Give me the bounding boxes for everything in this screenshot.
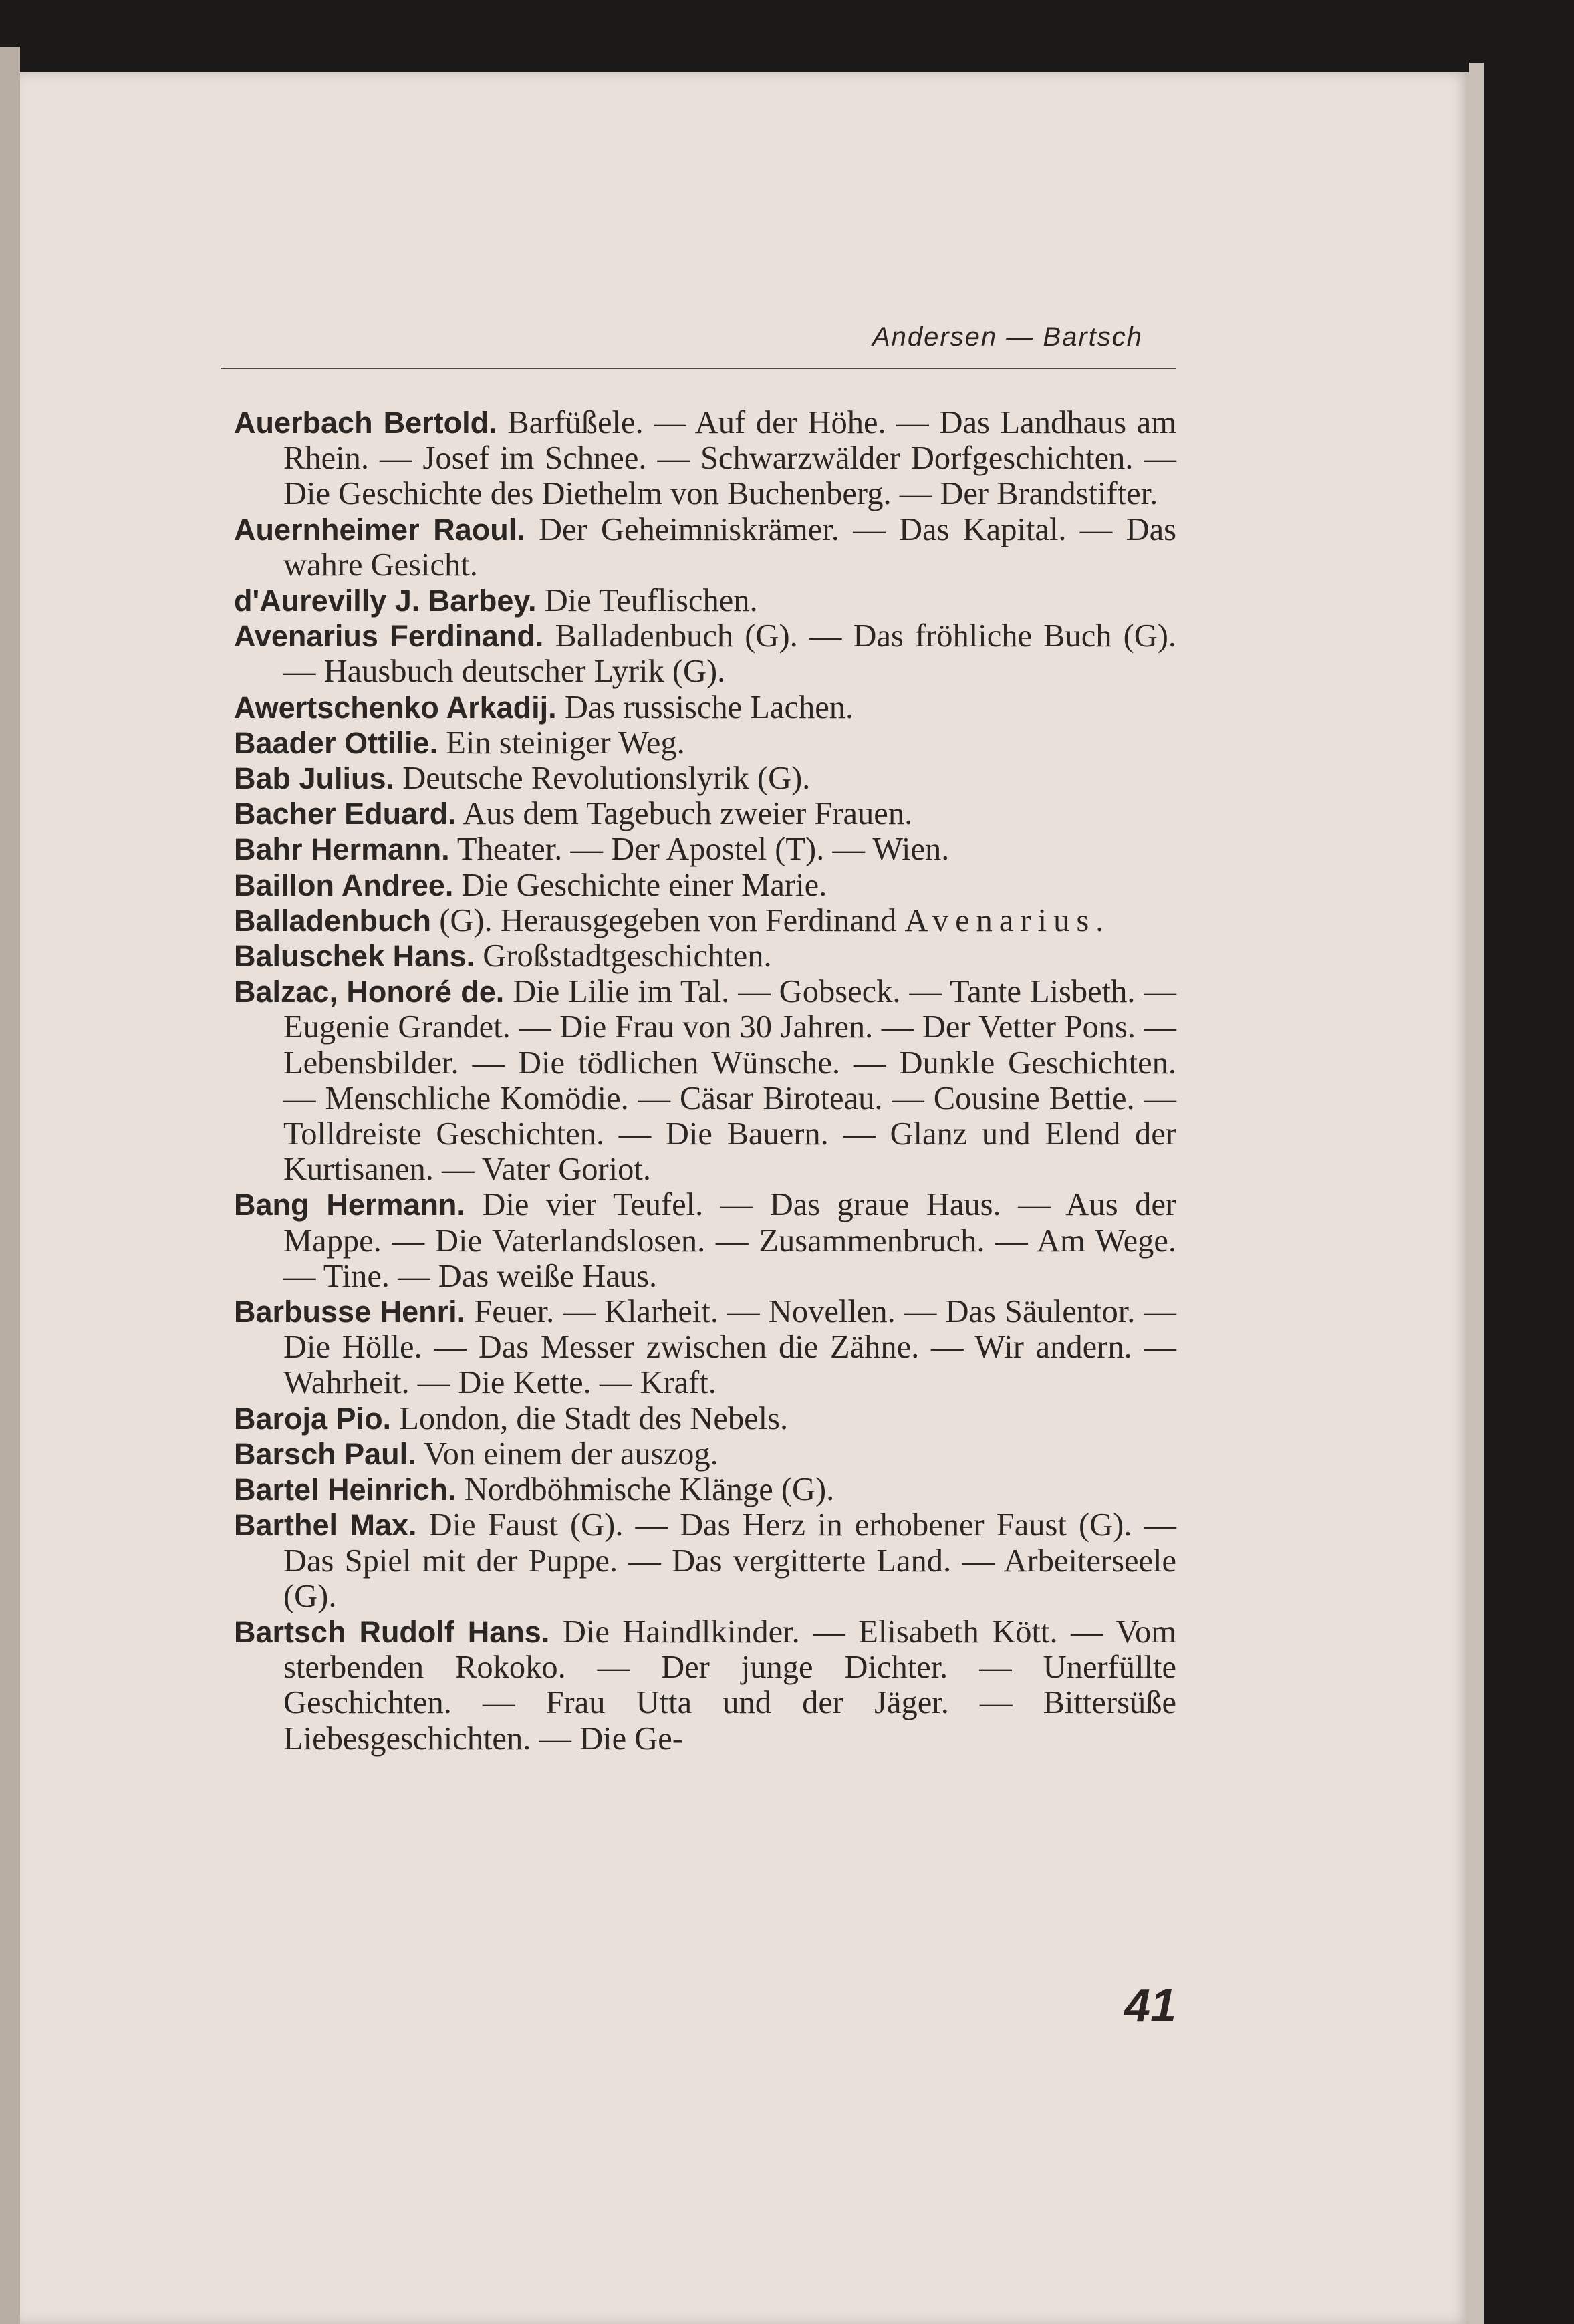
entry-works: Die Faust (G). — Das Herz in erhobener Faust (G). — Das Spiel mit der Puppe. — Das vergitterte Land. — Arbeiterseele (G).	[283, 1507, 1177, 1614]
entry-editor: Avenarius.	[904, 902, 1111, 938]
entry-author: Bang Hermann.	[234, 1188, 465, 1222]
entry-works: Barfüßele. — Auf der Höhe. — Das Landhaus am Rhein. — Josef im Schnee. — Schwarzwälder Dorfgeschichten. — Die Geschichte des Diethelm von Buchenberg. — Der Brandstifter.	[283, 405, 1177, 512]
entry-works: Die Geschichte einer Marie.	[461, 867, 827, 903]
index-entry	[234, 405, 1176, 512]
page-number: 41	[1124, 1979, 1176, 2031]
book-spine	[0, 47, 20, 2324]
index-entry	[234, 1294, 1176, 1401]
entry-author: Balzac, Honoré de.	[234, 975, 505, 1009]
index-entry	[234, 974, 1176, 1187]
entry-author: Baader Ottilie.	[234, 725, 438, 760]
entry-author: Balladenbuch	[234, 903, 432, 938]
entry-works: Der Geheimniskrämer. — Das Kapital. — Das wahre Gesicht.	[283, 511, 1177, 583]
entry-author: Auerbach Bertold.	[234, 406, 497, 440]
entry-works: Von einem der auszog.	[423, 1436, 718, 1472]
index-entry	[234, 868, 1176, 903]
entry-author: Barthel Max.	[234, 1508, 417, 1543]
entry-works: Theater. — Der Apostel (T). — Wien.	[456, 831, 950, 868]
entry-author: Auernheimer Raoul.	[234, 512, 525, 547]
index-entry	[234, 1507, 1176, 1614]
entry-works: London, die Stadt des Nebels.	[399, 1400, 789, 1436]
index-entry	[234, 761, 1176, 796]
entry-works: Die Lilie im Tal. — Gobseck. — Tante Lisbeth. — Eugenie Grandet. — Die Frau von 30 Jahren. — Der Vetter Pons. — Lebensbilder. — Die tödlichen Wünsche. — Dunkle Geschichten. — Menschliche Komödie. — Cäsar Biroteau. — Cousine Bettie. — Tolldreiste Geschichten. — Die Bauern. — Glanz und Elend der Kurtisanen. — Vater Goriot.	[283, 974, 1176, 1188]
entry-works: (G). Herausgegeben von Ferdinand	[439, 902, 897, 938]
index-entry	[234, 725, 1176, 761]
entry-author: Barsch Paul.	[234, 1436, 416, 1471]
header-rule	[221, 368, 1176, 369]
index-entry	[234, 903, 1176, 938]
entry-works: Balladenbuch (G). — Das fröhliche Buch (G). — Hausbuch deutscher Lyrik (G).	[283, 618, 1177, 690]
index-entry	[234, 1436, 1176, 1472]
entry-works: Ein steiniger Weg.	[446, 725, 685, 761]
entry-author: Baroja Pio.	[234, 1401, 392, 1436]
entry-author: Barbusse Henri.	[234, 1295, 466, 1329]
entry-works: Deutsche Revolutionslyrik (G).	[402, 761, 811, 797]
entry-author: Baluschek Hans.	[234, 939, 475, 974]
entry-author: Bacher Eduard.	[234, 797, 456, 831]
entry-author: d'Aurevilly J. Barbey.	[234, 584, 537, 618]
index-entry	[234, 583, 1176, 618]
entry-author: Bab Julius.	[234, 761, 395, 796]
entry-works: Die Teuflischen.	[544, 583, 758, 619]
entry-works: Aus dem Tagebuch zweier Frauen.	[463, 796, 913, 832]
entry-author: Bartel Heinrich.	[234, 1472, 456, 1507]
page-edge	[1469, 63, 1484, 2324]
index-entry	[234, 1614, 1176, 1757]
index-entry	[234, 618, 1176, 689]
index-entry	[234, 831, 1176, 867]
index-entry	[234, 512, 1176, 583]
entry-works: Nordböhmische Klänge (G).	[464, 1472, 835, 1508]
index-entry	[234, 690, 1176, 725]
entry-author: Bartsch Rudolf Hans.	[234, 1614, 550, 1649]
index-entry	[234, 1472, 1176, 1507]
entry-author: Baillon Andree.	[234, 868, 454, 902]
entry-works: Die vier Teufel. — Das graue Haus. — Aus der Mappe. — Die Vaterlandslosen. — Zusammenbruch. — Am Wege. — Tine. — Das weiße Haus.	[283, 1187, 1176, 1294]
index-entry	[234, 1187, 1176, 1294]
entry-works: Großstadtgeschichten.	[483, 938, 772, 975]
running-head: Andersen — Bartsch	[872, 322, 1143, 352]
index-entry	[234, 938, 1176, 974]
entry-works: Das russische Lachen.	[564, 689, 854, 725]
entry-author: Avenarius Ferdinand.	[234, 619, 544, 654]
index-entry	[234, 1401, 1176, 1436]
entry-author: Bahr Hermann.	[234, 832, 450, 867]
entry-works: Die Haindlkinder. — Elisabeth Kött. — Vom sterbenden Rokoko. — Der junge Dichter. — Unerfüllte Geschichten. — Frau Utta und der Jäger. — Bittersüße Liebesgeschichten. — Die Ge-	[283, 1613, 1177, 1757]
author-index	[234, 405, 1176, 1757]
entry-author: Awertschenko Arkadij.	[234, 690, 557, 725]
index-entry	[234, 796, 1176, 831]
entry-works: Feuer. — Klarheit. — Novellen. — Das Säulentor. — Die Hölle. — Das Messer zwischen die Zähne. — Wir andern. — Wahrheit. — Die Kette. — Kraft.	[283, 1294, 1177, 1401]
